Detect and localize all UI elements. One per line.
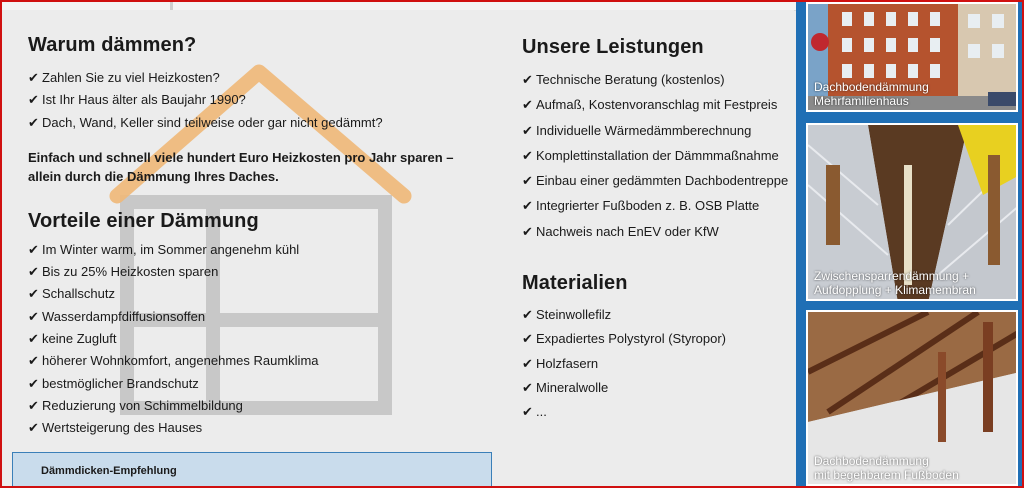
list-item: ✔ Einbau einer gedämmten Dachbodentreppe [522,168,798,193]
check-icon: ✔ [522,331,533,347]
heading-leistungen: Unsere Leistungen [522,36,704,58]
check-icon: ✔ [522,198,533,214]
list-item: ✔ Schallschutz [28,283,498,305]
material-list [522,303,798,424]
recommendation-title: Dämmdicken-Empfehlung [41,465,177,477]
heading-warum-daemmen: Warum dämmen? [28,34,197,56]
photo-begehbarer-fussboden [806,310,1018,486]
left-column [28,34,498,440]
list-item: ✔ Im Winter warm, im Sommer angenehm kühl [28,239,498,261]
photo-sidebar [796,2,1022,486]
check-icon: ✔ [522,379,533,395]
list-item: ✔ Wertsteigerung des Hauses [28,417,498,439]
check-icon: ✔ [522,97,533,113]
list-item: ✔ Steinwollefilz [522,303,798,327]
check-icon: ✔ [522,72,533,87]
list-item: ✔ Zahlen Sie zu viel Heizkosten? [28,67,498,89]
check-icon: ✔ [522,223,533,239]
check-icon: ✔ [28,353,39,369]
list-item: ✔ Wasserdampfdiffusionsoffen [28,306,498,328]
list-item: ✔ höherer Wohnkomfort, angenehmes Raumklima [28,350,498,372]
photo2-caption: Zwischensparrendämmung + Aufdopplung + Klimamembran [814,269,976,297]
check-icon: ✔ [28,375,39,391]
photo-zwischensparren [806,123,1018,301]
lead-text: Einfach und schnell viele hundert Euro Heizkosten pro Jahr sparen – allein durch die Dämmung Ihres Daches. [28,149,454,184]
check-icon: ✔ [28,420,39,436]
check-icon: ✔ [522,355,533,371]
check-icon: ✔ [28,264,39,280]
check-icon: ✔ [28,92,39,108]
list-item: ✔ Holzfasern [522,352,798,376]
service-list [522,67,798,244]
list-item: ✔ Individuelle Wärmedämmberechnung [522,118,798,143]
list-item: ✔ Aufmaß, Kostenvoranschlag mit Festpreis [522,92,798,117]
check-icon: ✔ [522,122,533,138]
check-icon: ✔ [522,173,533,189]
heading-vorteile: Vorteile einer Dämmung [28,209,259,232]
top-bar-separator [170,2,173,10]
check-icon: ✔ [28,308,39,324]
list-item: ✔ Dach, Wand, Keller sind teilweise oder gar nicht gedämmt? [28,112,498,134]
heading-materialien: Materialien [522,272,628,295]
check-icon: ✔ [28,397,39,413]
check-icon: ✔ [28,286,39,302]
right-column [522,36,798,425]
list-item: ✔ Mineralwolle [522,376,798,400]
photo-mehrfamilienhaus [806,2,1018,112]
list-item: ✔ keine Zugluft [28,328,498,350]
list-item: ✔ Expadiertes Polystyrol (Styropor) [522,327,798,351]
check-icon: ✔ [522,404,533,420]
list-item: ✔ ... [522,400,798,424]
check-icon: ✔ [28,331,39,347]
photo3-caption: Dachbodendämmung mit begehbarem Fußboden [814,454,959,482]
check-icon: ✔ [28,114,39,130]
list-item: ✔ Reduzierung von Schimmelbildung [28,395,498,417]
check-icon: ✔ [28,241,39,257]
check-icon: ✔ [522,307,533,323]
list-item: ✔ Komplettinstallation der Dämmmaßnahme [522,143,798,168]
check-icon: ✔ [28,70,39,85]
check-icon: ✔ [522,147,533,163]
main-content [2,10,794,486]
list-item: ✔ Technische Beratung (kostenlos) [522,67,798,92]
photo1-caption: Dachbodendämmung Mehrfamilienhaus [814,80,929,108]
list-item: ✔ Bis zu 25% Heizkosten sparen [28,261,498,283]
list-item: ✔ Nachweis nach EnEV oder KfW [522,219,798,244]
why-list [28,67,498,134]
list-item: ✔ bestmöglicher Brandschutz [28,373,498,395]
daemmdicken-empfehlung-box [12,452,492,488]
benefit-list [28,239,498,440]
list-item: ✔ Ist Ihr Haus älter als Baujahr 1990? [28,89,498,111]
list-item: ✔ Integrierter Fußboden z. B. OSB Platte [522,193,798,218]
